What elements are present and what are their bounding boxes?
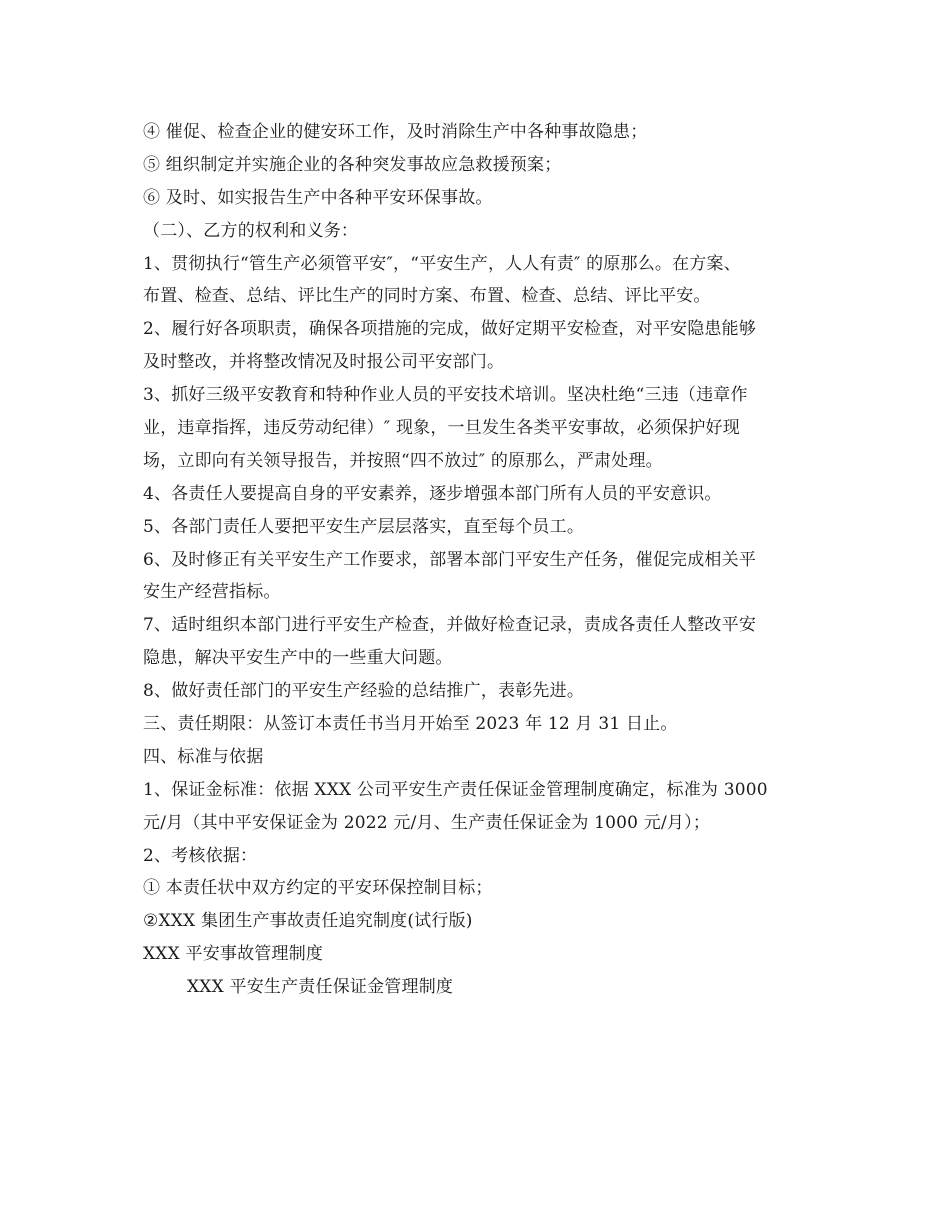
- text-line: 隐患，解决平安生产中的一些重大问题。: [143, 648, 453, 669]
- text-line: 8、做好责任部门的平安生产经验的总结推广，表彰先进。: [143, 681, 585, 702]
- text-line: 1、贯彻执行“管生产必须管平安″，“平安生产，人人有责″ 的原那么。在方案、: [143, 253, 741, 274]
- text-line: 业，违章指挥，违反劳动纪律）″ 现象，一旦发生各类平安事故，必须保护好现: [143, 418, 740, 439]
- text-line: ②XXX 集团生产事故责任追究制度(试行版): [143, 911, 473, 932]
- text-line: 元/月（其中平安保证金为 2022 元/月、生产责任保证金为 1000 元/月）；: [143, 812, 711, 833]
- text-line: 5、各部门责任人要把平安生产层层落实，直至每个员工。: [143, 516, 585, 537]
- text-line: 场，立即向有关领导报告，并按照“四不放过″ 的原那么，严肃处理。: [143, 450, 663, 471]
- text-line: ④ 催促、检查企业的健安环工作，及时消除生产中各种事故隐患；: [143, 122, 648, 142]
- text-line: XXX 平安生产责任保证金管理制度: [187, 977, 454, 998]
- text-line: ⑤ 组织制定并实施企业的各种突发事故应急救援预案；: [143, 154, 562, 175]
- text-line: 3、抓好三级平安教育和特种作业人员的平安技术培训。坚决杜绝“三违（违章作: [143, 385, 748, 406]
- section-heading: （二）、乙方的权利和义务：: [143, 220, 359, 241]
- section-heading: 四、标准与依据: [143, 746, 264, 767]
- text-line: ⑥ 及时、如实报告生产中各种平安环保事故。: [143, 187, 493, 208]
- text-line: 2、履行好各项职责，确保各项措施的完成，做好定期平安检查，对平安隐患能够: [143, 319, 757, 340]
- text-line: 布置、检查、总结、评比生产的同时方案、布置、检查、总结、评比平安。: [143, 286, 711, 307]
- text-line: XXX 平安事故管理制度: [143, 944, 324, 965]
- text-line: ① 本责任状中双方约定的平安环保控制目标；: [143, 878, 493, 899]
- text-line: 2、考核依据：: [143, 845, 258, 866]
- section-heading: 三、责任期限：从签订本责任书当月开始至 2023 年 12 月 31 日止。: [143, 714, 678, 735]
- text-line: 6、及时修正有关平安生产工作要求，部署本部门平安生产任务，催促完成相关平: [143, 549, 757, 570]
- text-line: 安生产经营指标。: [143, 582, 281, 603]
- text-line: 1、保证金标准：依据 XXX 公司平安生产责任保证金管理制度确定，标准为 3000: [143, 779, 768, 800]
- text-line: 4、各责任人要提高自身的平安素养，逐步增强本部门所有人员的平安意识。: [143, 483, 722, 504]
- text-line: 7、适时组织本部门进行平安生产检查，并做好检查记录，责成各责任人整改平安: [143, 615, 757, 636]
- text-line: 及时整改，并将整改情况及时报公司平安部门。: [143, 352, 505, 373]
- document-body: [143, 116, 823, 1004]
